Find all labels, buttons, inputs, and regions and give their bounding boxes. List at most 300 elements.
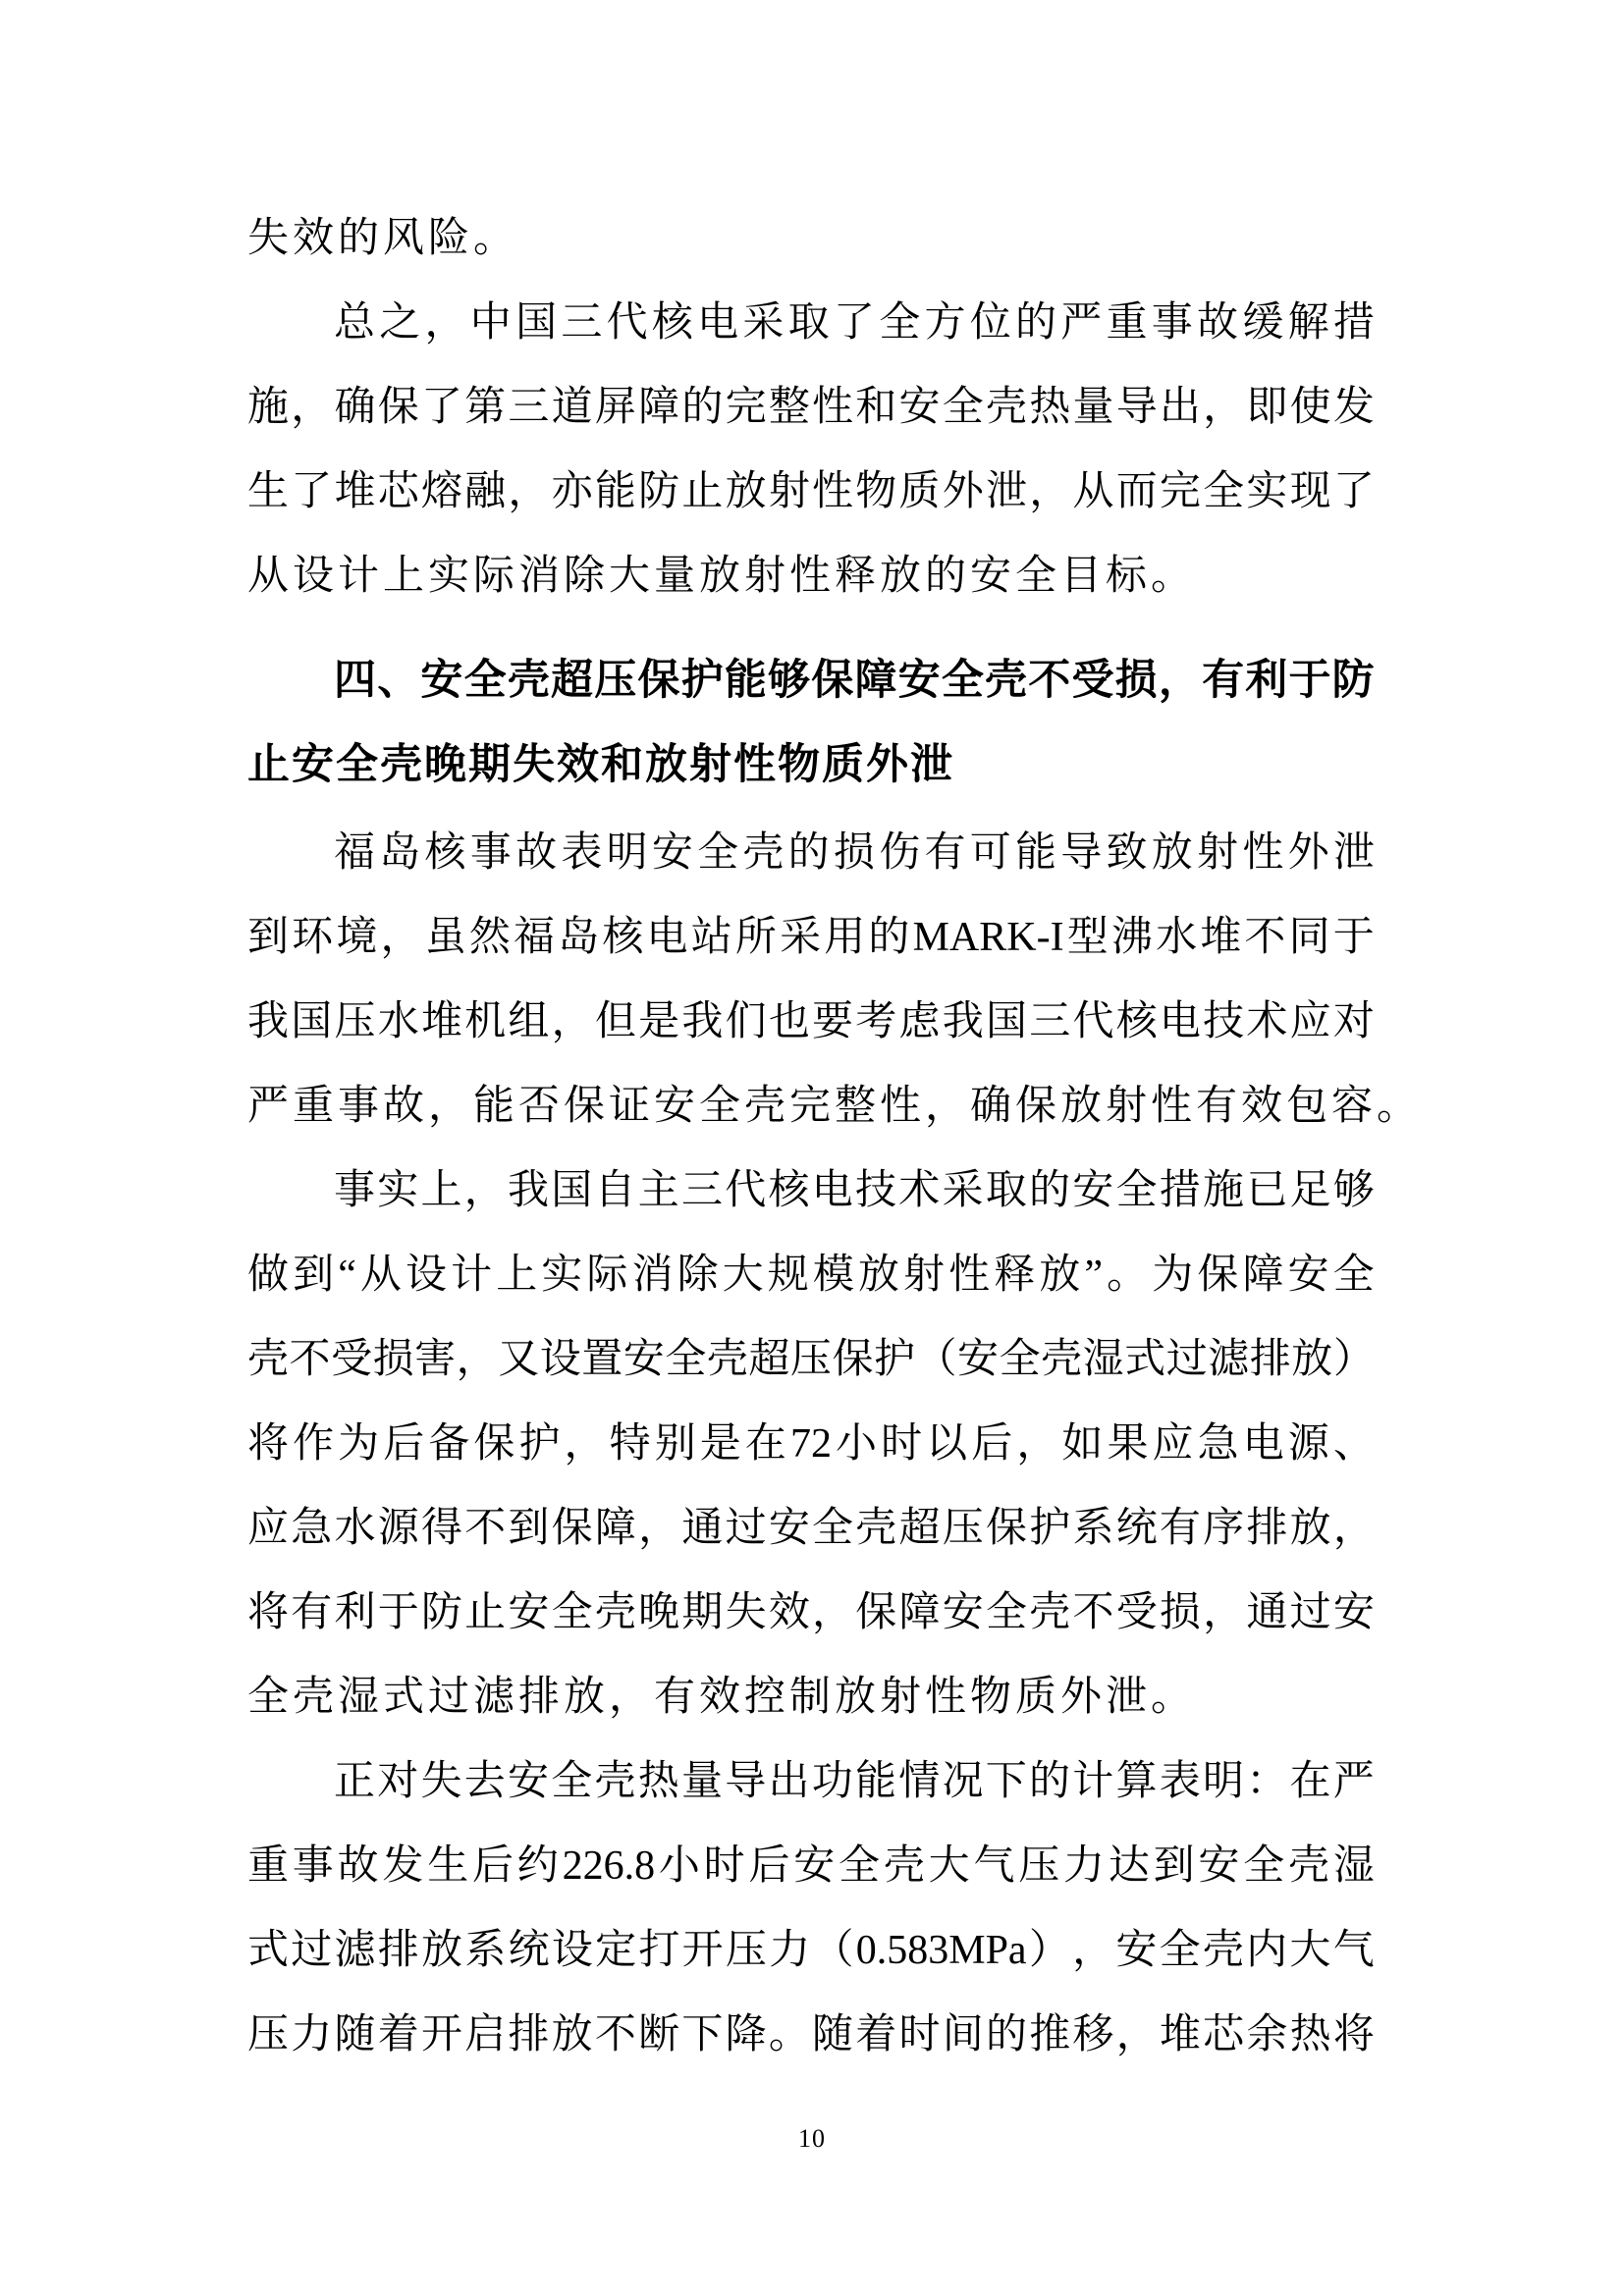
glyph-run: 保 (985, 1506, 1027, 1551)
glyph-run: 的 (681, 385, 724, 430)
paragraph (247, 1148, 1375, 1739)
glyph-run: 、 (1332, 1421, 1375, 1467)
glyph-run: 间 (942, 2012, 984, 2057)
glyph-run: 性 (948, 1253, 991, 1298)
glyph-run: 用 (824, 915, 866, 960)
glyph-run: ， (1115, 2012, 1158, 2057)
glyph-run: 堆 (334, 469, 376, 514)
glyph-run: 。 (1107, 1253, 1149, 1298)
glyph-run: 后 (748, 1843, 790, 1889)
glyph-run: 模 (812, 1253, 854, 1298)
glyph-run: 小 (658, 1843, 700, 1889)
glyph-run: 压 (942, 1506, 984, 1551)
glyph-run: 放 (551, 2012, 593, 2057)
glyph-run: 释 (994, 1253, 1036, 1298)
glyph-run: 严 (1332, 1759, 1375, 1804)
glyph-run: 放 (1291, 1337, 1333, 1382)
glyph-run: 确 (334, 385, 376, 430)
glyph-run: 做 (247, 1253, 290, 1298)
glyph-run: 以 (926, 1421, 968, 1467)
glyph-run: 滤 (334, 1928, 376, 1973)
glyph-run: 措 (1332, 300, 1375, 346)
glyph-run: 的 (787, 830, 830, 876)
text-line (247, 1908, 1375, 1993)
glyph-run: 利 (1245, 657, 1288, 704)
glyph-run: 全 (839, 1843, 881, 1889)
glyph-run: 核 (768, 1168, 810, 1213)
glyph-run: ， (1016, 1421, 1058, 1467)
glyph-run: 压 (1018, 1843, 1060, 1889)
glyph-run: 缓 (1242, 300, 1284, 346)
glyph-run: 安 (651, 830, 693, 876)
glyph-run: 设 (539, 1337, 581, 1382)
glyph-run: ） (1028, 1928, 1070, 1973)
glyph-run: 安 (1072, 1168, 1114, 1213)
glyph-run: 如 (1061, 1421, 1104, 1467)
glyph-run: 从 (1072, 469, 1114, 514)
glyph-run: 位 (969, 300, 1011, 346)
glyph-run: 安 (508, 1590, 550, 1635)
glyph-run: 够 (768, 657, 811, 704)
text-line: 严重事故，能否保证安全壳完整性，确保放射性有效包容。 (247, 1084, 1423, 1129)
glyph-run: 压 (725, 1928, 767, 1973)
glyph-run: 障 (854, 657, 897, 704)
glyph-run: 断 (638, 2012, 680, 2057)
glyph-run: 随 (334, 2012, 376, 2057)
glyph-run: 保 (551, 1506, 593, 1551)
glyph-run: 全 (1332, 1253, 1375, 1298)
glyph-run: ， (1072, 1928, 1114, 1973)
glyph-run: 安 (1198, 1843, 1240, 1889)
glyph-run: 壳 (594, 1759, 636, 1804)
glyph-run: 时 (898, 2012, 941, 2057)
glyph-run: 式 (247, 1928, 290, 1973)
glyph-run: 期 (681, 1590, 724, 1635)
glyph-run: 放 (857, 1253, 899, 1298)
glyph-run: 堆 (420, 999, 462, 1044)
glyph-run: ， (564, 1421, 606, 1467)
glyph-run: 急 (1197, 1421, 1239, 1467)
glyph-run: 福 (334, 830, 376, 876)
glyph-run: 排 (1249, 1337, 1291, 1382)
glyph-run: 急 (291, 1506, 333, 1551)
glyph-run: 电 (1242, 1421, 1284, 1467)
glyph-run: 安 (1287, 1253, 1329, 1298)
glyph-run: 三 (681, 1168, 724, 1213)
glyph-run: 障 (594, 1506, 636, 1551)
glyph-run: 保 (811, 657, 854, 704)
glyph-run: 重 (1106, 300, 1148, 346)
glyph-run: 况 (942, 1759, 984, 1804)
glyph-run: 施 (247, 385, 290, 430)
glyph-run: 足 (1289, 1168, 1331, 1213)
glyph-run: 开 (420, 2012, 462, 2057)
glyph-run: 三 (1029, 999, 1071, 1044)
glyph-run: 熔 (420, 469, 462, 514)
glyph-run: 护 (1029, 1506, 1071, 1551)
glyph-run: 完 (725, 385, 767, 430)
glyph-run: 故 (1197, 300, 1239, 346)
glyph-run: 主 (637, 1168, 679, 1213)
page-number: 10 (798, 2124, 826, 2153)
glyph-run: ， (1029, 469, 1071, 514)
glyph-run: 放 (421, 1928, 463, 1973)
glyph-run: 安 (898, 385, 941, 430)
text-line: 从设计上实际消除大量放射性释放的安全目标。 (247, 554, 1197, 599)
glyph-run: 不 (1028, 657, 1071, 704)
text-line (247, 1402, 1375, 1486)
glyph-run: 中 (469, 300, 512, 346)
glyph-run: 方 (924, 300, 966, 346)
glyph-run: 总 (334, 300, 376, 346)
glyph-run: 下 (985, 1759, 1027, 1804)
glyph-run: 全 (697, 830, 739, 876)
glyph-run: 损 (372, 1337, 414, 1382)
glyph-run: 然 (468, 915, 511, 960)
glyph-run: 安 (420, 657, 463, 704)
glyph-run: 保 (473, 1421, 515, 1467)
glyph-run: 系 (1072, 1506, 1114, 1551)
glyph-run: 约 (516, 1843, 559, 1889)
glyph-run: 能 (1014, 830, 1056, 876)
text-line (247, 811, 1375, 895)
glyph-run: 生 (247, 469, 290, 514)
glyph-run: 力 (291, 2012, 333, 2057)
glyph-run: 时 (703, 1843, 745, 1889)
glyph-run: 电 (646, 915, 688, 960)
glyph-run: 时 (881, 1421, 923, 1467)
glyph-run: 水 (334, 1506, 376, 1551)
glyph-run: 导 (725, 1759, 767, 1804)
glyph-run: 热 (1029, 385, 1071, 430)
glyph-run: 道 (551, 385, 593, 430)
glyph-run: 的 (985, 2012, 1027, 2057)
glyph-run: 全 (551, 1759, 593, 1804)
glyph-run: 我 (942, 999, 984, 1044)
glyph-run: 是 (699, 1421, 741, 1467)
glyph-run: 也 (768, 999, 810, 1044)
glyph-run: 采 (780, 915, 822, 960)
glyph-run: 壳 (742, 830, 785, 876)
glyph-run: 止 (681, 469, 724, 514)
glyph-run: 达 (1108, 1843, 1150, 1889)
glyph-run: 障 (898, 1590, 941, 1635)
glyph-run: 后 (471, 1843, 514, 1889)
glyph-run: 能 (855, 1759, 897, 1804)
glyph-run: 壳 (1288, 1843, 1330, 1889)
glyph-run: 超 (748, 1337, 790, 1382)
glyph-run: 可 (969, 830, 1011, 876)
glyph-run: 着 (855, 2012, 897, 2057)
glyph-run: 我 (681, 999, 724, 1044)
glyph-run: 上 (496, 1253, 538, 1298)
glyph-run: 壳 (1202, 1928, 1244, 1973)
glyph-run: 取 (985, 1168, 1027, 1213)
text-line: 失效的风险。 (247, 216, 519, 261)
glyph-run: 压 (334, 999, 376, 1044)
glyph-run: 护 (873, 1337, 915, 1382)
glyph-run: 随 (812, 2012, 854, 2057)
glyph-run: 除 (677, 1253, 719, 1298)
glyph-run: 故 (337, 1843, 379, 1889)
glyph-run: ” (1084, 1253, 1104, 1298)
glyph-run: 不 (289, 1337, 331, 1382)
glyph-run: ， (424, 300, 466, 346)
glyph-run: 的 (1029, 1168, 1071, 1213)
glyph-run: 功 (811, 1759, 853, 1804)
glyph-run: 防 (638, 469, 680, 514)
glyph-run: 小 (836, 1421, 878, 1467)
glyph-run: 将 (247, 1421, 290, 1467)
glyph-run: ， (1203, 385, 1245, 430)
glyph-run: ， (812, 1590, 854, 1635)
glyph-run: 通 (681, 1506, 724, 1551)
glyph-run: 气 (973, 1843, 1015, 1889)
glyph-run: 代 (725, 1168, 767, 1213)
glyph-run: 水 (377, 999, 419, 1044)
glyph-run: 壳 (883, 1843, 925, 1889)
glyph-run: 壳 (247, 1337, 290, 1382)
glyph-run: 排 (508, 2012, 550, 2057)
glyph-run: 实 (377, 1168, 419, 1213)
glyph-run: 能 (594, 469, 636, 514)
glyph-run: 安 (1115, 1928, 1158, 1973)
glyph-run: 芯 (1203, 2012, 1245, 2057)
glyph-run: 有 (1202, 657, 1245, 704)
glyph-run: 保 (637, 657, 680, 704)
glyph-run: 严 (1060, 300, 1103, 346)
glyph-run: 代 (606, 300, 648, 346)
glyph-run: 安 (957, 1337, 1000, 1382)
glyph-run: 壳 (985, 657, 1028, 704)
glyph-run: 止 (464, 1590, 507, 1635)
glyph-run: 实 (1246, 469, 1288, 514)
glyph-run: 了 (420, 385, 462, 430)
glyph-run: 不 (464, 1506, 507, 1551)
text-line (247, 980, 1375, 1064)
glyph-run: 电 (697, 300, 739, 346)
glyph-run: 式 (1124, 1337, 1166, 1382)
glyph-run: 代 (1072, 999, 1114, 1044)
glyph-run: 第 (464, 385, 507, 430)
glyph-run: 的 (1029, 1759, 1071, 1804)
glyph-run: 安 (793, 1843, 836, 1889)
glyph-run: ， (508, 469, 550, 514)
glyph-run: 够 (1332, 1168, 1375, 1213)
glyph-run: 亦 (551, 469, 593, 514)
glyph-run: 压 (247, 2012, 290, 2057)
paragraph (247, 196, 1375, 281)
text-line (247, 1148, 1375, 1233)
glyph-run: 在 (744, 1421, 786, 1467)
glyph-run: 量 (1072, 385, 1114, 430)
page-body-text (247, 196, 1423, 2077)
glyph-run: 质 (898, 469, 941, 514)
glyph-run: 解 (1287, 300, 1329, 346)
glyph-run: 压 (594, 657, 637, 704)
glyph-run: 全 (879, 300, 921, 346)
glyph-run: 滤 (1208, 1337, 1250, 1382)
glyph-run: 定 (595, 1928, 637, 1973)
glyph-run: 损 (1159, 1590, 1201, 1635)
glyph-run: 国 (551, 1168, 593, 1213)
glyph-run: 故 (515, 830, 558, 876)
glyph-run: 全 (1159, 1928, 1201, 1973)
text-line (247, 895, 1375, 980)
glyph-run: 消 (631, 1253, 674, 1298)
glyph-run: 致 (1106, 830, 1148, 876)
glyph-run: 重 (247, 1843, 290, 1889)
glyph-run: 即 (1246, 385, 1288, 430)
glyph-run: 全 (1203, 469, 1245, 514)
glyph-run: 于 (377, 1590, 419, 1635)
glyph-run: 超 (898, 1506, 941, 1551)
paragraph (247, 1739, 1375, 2077)
glyph-run: 保 (855, 1590, 897, 1635)
glyph-run: ， (1332, 1506, 1375, 1551)
text-line (247, 281, 1375, 365)
glyph-run: 情 (898, 1759, 941, 1804)
glyph-run: 启 (464, 2012, 507, 2057)
glyph-run: 力 (769, 1928, 811, 1973)
glyph-run: 过 (291, 1928, 333, 1973)
glyph-run: 为 (338, 1421, 380, 1467)
glyph-run: ， (380, 915, 422, 960)
glyph-run: 要 (812, 999, 854, 1044)
glyph-run: 利 (334, 1590, 376, 1635)
glyph-run: 外 (1287, 830, 1329, 876)
glyph-run: 、 (377, 657, 420, 704)
glyph-run: 有 (291, 1590, 333, 1635)
glyph-run: 取 (787, 300, 830, 346)
glyph-run: 设 (406, 1253, 448, 1298)
glyph-run: 安 (1332, 1590, 1375, 1635)
glyph-run: 性 (812, 469, 854, 514)
glyph-run: 规 (767, 1253, 809, 1298)
glyph-run: 施 (1203, 1168, 1245, 1213)
glyph-run: 放 (1289, 1506, 1331, 1551)
text-line (247, 365, 1375, 450)
glyph-run: 通 (1246, 1590, 1288, 1635)
glyph-run: 效 (768, 1590, 810, 1635)
glyph-run: 计 (1072, 1759, 1114, 1804)
glyph-run: 全 (812, 1506, 854, 1551)
glyph-run: 不 (1072, 1590, 1114, 1635)
glyph-run: 发 (1332, 385, 1375, 430)
glyph-run: 组 (508, 999, 550, 1044)
glyph-run: 统 (508, 1928, 550, 1973)
glyph-run: ： (1246, 1759, 1288, 1804)
glyph-run: 芯 (377, 469, 419, 514)
glyph-run: 保 (377, 385, 419, 430)
glyph-run: 后 (971, 1421, 1013, 1467)
glyph-run: 们 (725, 999, 767, 1044)
glyph-run: 生 (427, 1843, 469, 1889)
glyph-run: ， (1203, 1590, 1245, 1635)
glyph-run: 应 (1289, 999, 1331, 1044)
glyph-run: 物 (855, 469, 897, 514)
glyph-run: 的 (868, 915, 910, 960)
glyph-run: 源 (1287, 1421, 1329, 1467)
text-line (247, 1317, 1375, 1402)
paragraph (247, 811, 1423, 1148)
glyph-run: 我 (247, 999, 290, 1044)
glyph-run: 失 (420, 1759, 462, 1804)
section-heading (247, 638, 1375, 807)
glyph-run: 型 (1066, 915, 1109, 960)
glyph-run: 到 (508, 1506, 550, 1551)
glyph-run: 能 (724, 657, 767, 704)
glyph-run: 排 (377, 1928, 419, 1973)
glyph-run: “ (338, 1253, 356, 1298)
glyph-run: 表 (561, 830, 603, 876)
glyph-run: 我 (508, 1168, 550, 1213)
glyph-run: 到 (247, 915, 290, 960)
glyph-run: 全 (1243, 1843, 1285, 1889)
glyph-run: 过 (725, 1506, 767, 1551)
glyph-run: 堆 (1200, 915, 1242, 960)
glyph-run: 护 (680, 657, 724, 704)
glyph-run: 环 (292, 915, 334, 960)
glyph-run: 之 (379, 300, 421, 346)
glyph-run: 应 (1152, 1421, 1194, 1467)
glyph-run: 事 (469, 830, 512, 876)
glyph-run: 失 (725, 1590, 767, 1635)
glyph-run: 别 (654, 1421, 696, 1467)
glyph-run: 使 (1289, 385, 1331, 430)
glyph-run: 不 (1244, 915, 1286, 960)
glyph-run: 作 (293, 1421, 335, 1467)
glyph-run: 障 (638, 385, 680, 430)
glyph-run: 到 (1153, 1843, 1195, 1889)
glyph-run: 性 (1242, 830, 1284, 876)
text-line (247, 450, 1375, 534)
glyph-run: 备 (428, 1421, 470, 1467)
glyph-run: 国 (985, 999, 1027, 1044)
glyph-run: 于 (1288, 657, 1331, 704)
text-line (247, 1824, 1375, 1908)
glyph-run: 放 (725, 469, 767, 514)
glyph-run: 排 (1246, 1506, 1288, 1551)
glyph-run: 压 (789, 1337, 832, 1382)
glyph-run: 受 (1071, 657, 1114, 704)
glyph-run: 水 (1156, 915, 1198, 960)
glyph-run: 站 (690, 915, 732, 960)
glyph-run: 事 (1151, 300, 1193, 346)
glyph-run: 泄 (1332, 830, 1375, 876)
glyph-run: 72 (789, 1421, 832, 1467)
glyph-run: 推 (1029, 2012, 1071, 2057)
glyph-run: 统 (1115, 1506, 1158, 1551)
glyph-run: 岛 (379, 830, 421, 876)
glyph-run: 受 (1115, 1590, 1158, 1635)
glyph-run: 晚 (638, 1590, 680, 1635)
glyph-run: 后 (383, 1421, 425, 1467)
glyph-run: 过 (1165, 1337, 1208, 1382)
glyph-run: 安 (897, 657, 941, 704)
glyph-run: 核 (651, 300, 693, 346)
glyph-run: 射 (1197, 830, 1239, 876)
glyph-run: 技 (855, 1168, 897, 1213)
glyph-run: 泄 (985, 469, 1027, 514)
text-line (247, 1739, 1375, 1824)
glyph-run: 到 (293, 1253, 335, 1298)
glyph-run: 了 (291, 469, 333, 514)
glyph-run: 系 (464, 1928, 507, 1973)
glyph-run: 果 (1107, 1421, 1149, 1467)
glyph-run: 计 (451, 1253, 493, 1298)
glyph-run: 超 (551, 657, 594, 704)
